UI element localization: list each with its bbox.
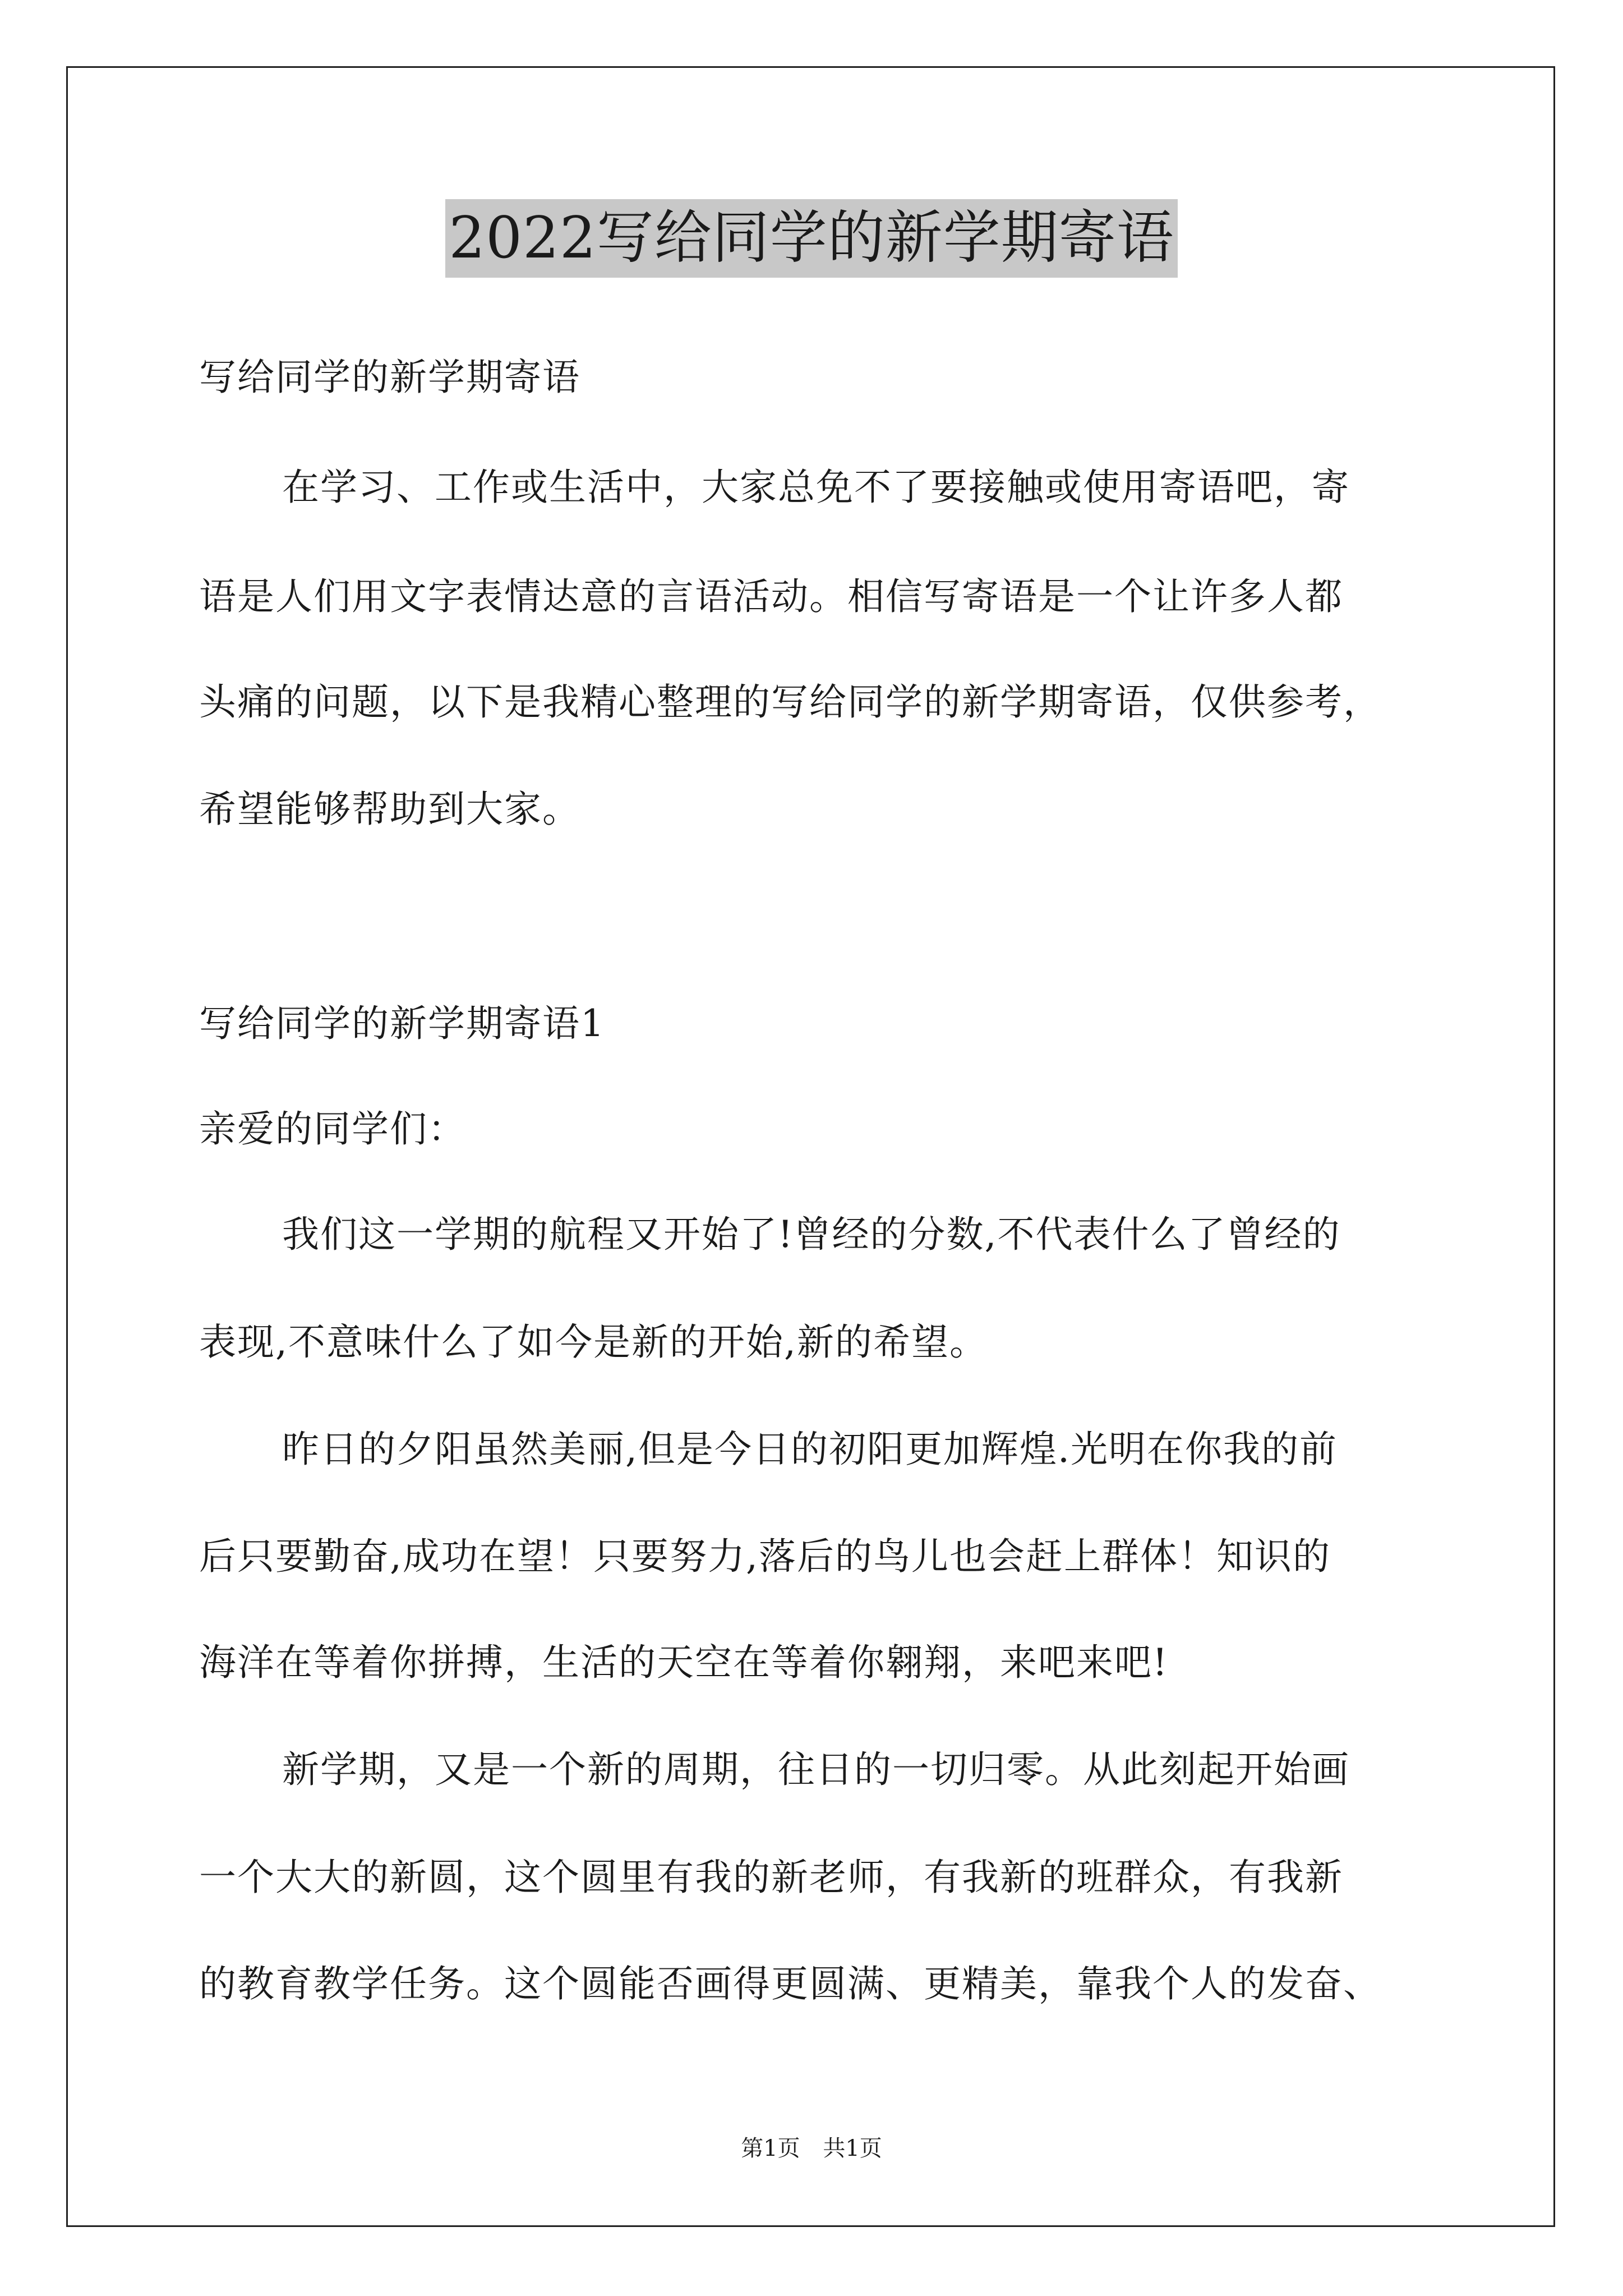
paragraph-line: 一个大大的新圆，这个圆里有我的新老师，有我新的班群众，有我新 [199,1856,1343,1899]
document-title: 2022写给同学的新学期寄语 [445,199,1178,278]
paragraph-line: 昨日的夕阳虽然美丽,但是今日的初阳更加辉煌.光明在你我的前 [282,1428,1338,1471]
salutation: 亲爱的同学们： [199,1107,466,1151]
page-footer [0,2132,1623,2165]
paragraph-line: 语是人们用文字表情达意的言语活动。相信写寄语是一个让许多人都 [199,575,1343,618]
paragraph-line: 海洋在等着你拼搏，生活的天空在等着你翱翔，来吧来吧! [199,1641,1169,1684]
paragraph-line: 后只要勤奋,成功在望！只要努力,落后的鸟儿也会赶上群体！知识的 [199,1535,1331,1578]
paragraph-line: 希望能够帮助到大家。 [199,788,580,831]
paragraph-line: 在学习、工作或生活中，大家总免不了要接触或使用寄语吧，寄 [282,466,1350,509]
paragraph-line: 头痛的问题，以下是我精心整理的写给同学的新学期寄语，仅供参考， [199,680,1381,724]
paragraph-line: 我们这一学期的航程又开始了!曾经的分数,不代表什么了曾经的 [282,1213,1341,1256]
paragraph-line: 表现,不意味什么了如今是新的开始,新的希望。 [199,1320,988,1364]
page-total: 共1页 [823,2136,882,2161]
section-heading: 写给同学的新学期寄语1 [199,1002,605,1045]
section-heading: 写给同学的新学期寄语 [199,356,580,399]
title-container [0,199,1623,278]
paragraph-line: 的教育教学任务。这个圆能否画得更圆满、更精美，靠我个人的发奋、 [199,1962,1381,2005]
page-number: 第1页 [741,2136,800,2161]
paragraph-line: 新学期，又是一个新的周期，往日的一切归零。从此刻起开始画 [282,1748,1350,1791]
